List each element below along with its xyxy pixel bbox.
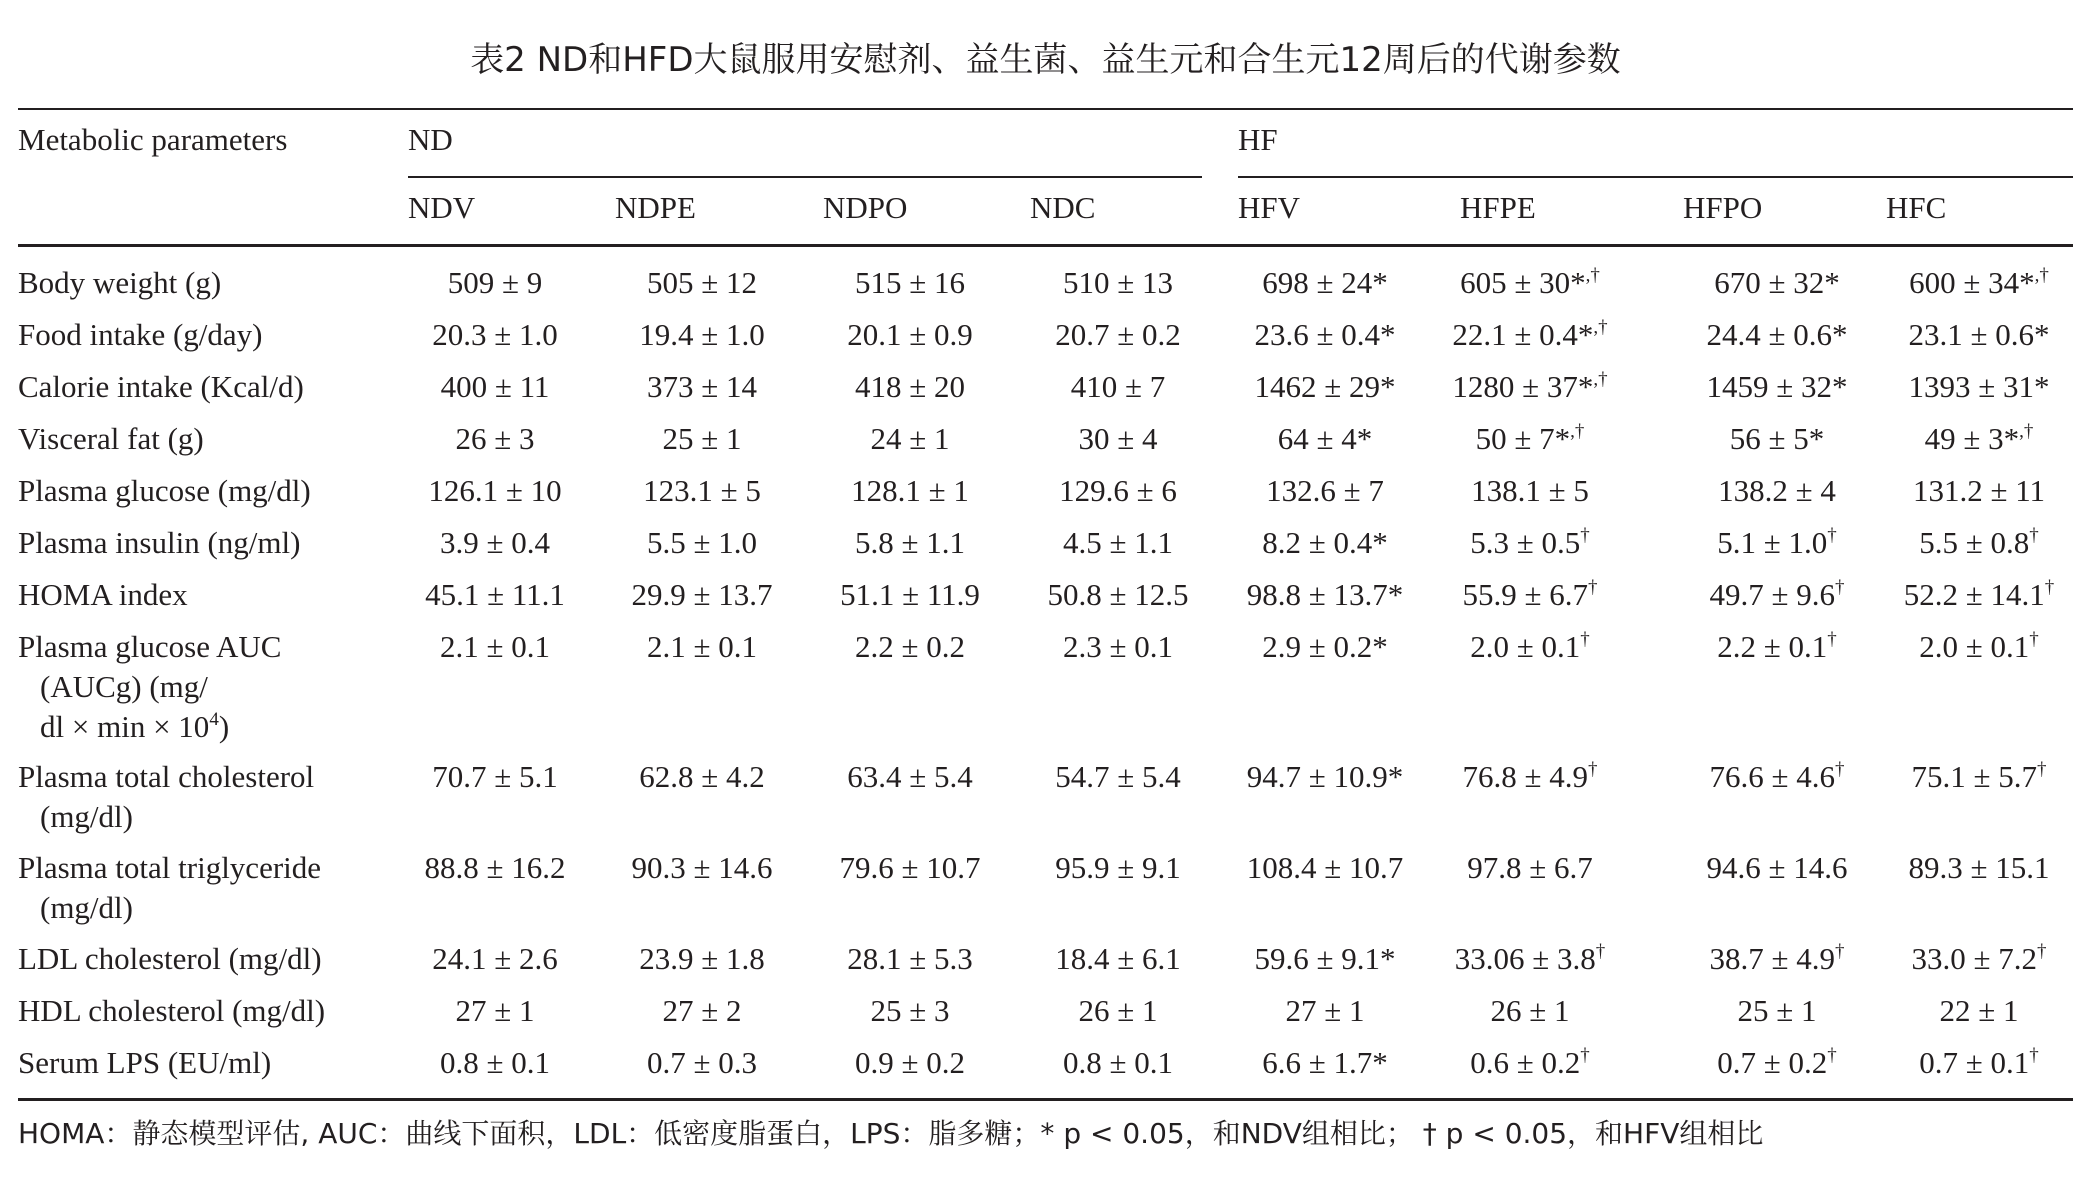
table-cell: 33.06 ± 3.8†: [1454, 941, 1606, 976]
table-cell: 698 ± 24*: [1262, 265, 1388, 300]
table-cell: 22.1 ± 0.4*,†: [1452, 317, 1608, 352]
footnote: HOMA：静态模型评估, AUC：曲线下面积，LDL：低密度脂蛋白，LPS：脂多糖；* p < 0.05，和NDV组相比； † p < 0.05，和HFV组相比: [18, 1117, 1764, 1150]
significance-marker: ,†: [2019, 421, 2034, 442]
row-label: LDL cholesterol (mg/dl): [18, 941, 322, 976]
table-cell: 410 ± 7: [1070, 369, 1166, 404]
table-cell: 5.5 ± 1.0: [646, 525, 758, 560]
table-cell: 45.1 ± 11.1: [425, 577, 565, 612]
table-cell: 59.6 ± 9.1*: [1254, 941, 1396, 976]
table-cell: 56 ± 5*: [1729, 421, 1825, 456]
row-label: Food intake (g/day): [18, 317, 263, 352]
table-cell: 418 ± 20: [854, 369, 966, 404]
hf-group-rule: [1238, 176, 2073, 178]
table-cell: 0.7 ± 0.2†: [1717, 1045, 1837, 1080]
table-cell: 19.4 ± 1.0: [639, 317, 765, 352]
table-cell: 2.2 ± 0.2: [854, 629, 966, 664]
table-cell: 29.9 ± 13.7: [631, 577, 773, 612]
table-cell: 49 ± 3*,†: [1924, 421, 2034, 456]
row-label: Calorie intake (Kcal/d): [18, 369, 304, 404]
table-cell: 20.3 ± 1.0: [432, 317, 558, 352]
table-cell: 76.8 ± 4.9†: [1462, 759, 1598, 794]
significance-marker: ,†: [1593, 317, 1608, 338]
table-cell: 24 ± 1: [870, 421, 950, 456]
table-cell: 18.4 ± 6.1: [1055, 941, 1181, 976]
table-cell: 20.7 ± 0.2: [1055, 317, 1181, 352]
significance-marker: †: [1588, 759, 1598, 780]
table-cell: 1280 ± 37*,†: [1452, 369, 1608, 404]
column-header-ndpo: NDPO: [823, 190, 908, 225]
column-header-hfc: HFC: [1886, 190, 1947, 225]
table-cell: 123.1 ± 5: [643, 473, 761, 508]
table-cell: 6.6 ± 1.7*: [1262, 1045, 1388, 1080]
column-header-hfv: HFV: [1238, 190, 1301, 225]
group-header-hf: HF: [1238, 122, 1278, 157]
significance-marker: ,†: [1570, 421, 1585, 442]
row-label: Plasma glucose (mg/dl): [18, 473, 311, 508]
significance-marker: †: [2029, 629, 2039, 650]
table-cell: 5.1 ± 1.0†: [1717, 525, 1837, 560]
table-cell: 0.7 ± 0.3: [646, 1045, 758, 1080]
table-cell: 30 ± 4: [1078, 421, 1158, 456]
table-cell: 2.3 ± 0.1: [1062, 629, 1174, 664]
param-header: Metabolic parameters: [18, 122, 288, 157]
significance-marker: ,†: [2034, 265, 2049, 286]
table-cell: 33.0 ± 7.2†: [1911, 941, 2047, 976]
table-cell: 79.6 ± 10.7: [839, 850, 981, 885]
significance-marker: †: [2044, 577, 2055, 598]
table-cell: 128.1 ± 1: [851, 473, 969, 508]
table-cell: 373 ± 14: [646, 369, 758, 404]
column-header-hfpo: HFPO: [1683, 190, 1763, 225]
table-cell: 515 ± 16: [854, 265, 966, 300]
significance-marker: †: [1827, 525, 1837, 546]
table-cell: 51.1 ± 11.9: [840, 577, 980, 612]
row-label: Plasma insulin (ng/ml): [18, 525, 301, 560]
table-cell: 138.2 ± 4: [1718, 473, 1836, 508]
row-label: Plasma glucose AUC (AUCg) (mg/ dl × $\min \times 10^4$): [18, 629, 282, 744]
table-cell: 670 ± 32*: [1714, 265, 1840, 300]
table-cell: 24.1 ± 2.6: [432, 941, 558, 976]
significance-marker: †: [2029, 1045, 2039, 1066]
table-cell: 3.9 ± 0.4: [439, 525, 551, 560]
table-cell: 94.6 ± 14.6: [1706, 850, 1848, 885]
significance-marker: †: [2037, 941, 2047, 962]
table-cell: 25 ± 1: [1737, 993, 1817, 1028]
table-cell: 20.1 ± 0.9: [847, 317, 973, 352]
column-header-hfpe: HFPE: [1460, 190, 1536, 225]
table-cell: 0.6 ± 0.2†: [1470, 1045, 1590, 1080]
table-cell: 24.4 ± 0.6*: [1706, 317, 1848, 352]
table-cell: 1462 ± 29*: [1254, 369, 1396, 404]
table-cell: 94.7 ± 10.9*: [1246, 759, 1404, 794]
table-cell: 54.7 ± 5.4: [1055, 759, 1181, 794]
table-cell: 23.6 ± 0.4*: [1254, 317, 1396, 352]
table-cell: 400 ± 11: [440, 369, 550, 404]
significance-marker: †: [1580, 629, 1590, 650]
table-cell: 108.4 ± 10.7: [1246, 850, 1404, 885]
table-cell: 132.6 ± 7: [1266, 473, 1384, 508]
table-cell: 605 ± 30*,†: [1460, 265, 1600, 300]
row-label: Body weight (g): [18, 265, 222, 300]
row-label: Plasma total triglyceride (mg/dl): [18, 850, 322, 925]
table-cell: 1459 ± 32*: [1706, 369, 1848, 404]
table-cell: 23.9 ± 1.8: [639, 941, 765, 976]
table-cell: 89.3 ± 15.1: [1908, 850, 2050, 885]
table-cell: 126.1 ± 10: [428, 473, 562, 508]
group-header-nd: ND: [408, 122, 453, 157]
table-cell: 28.1 ± 5.3: [847, 941, 973, 976]
table-cell: 27 ± 1: [1285, 993, 1365, 1028]
significance-marker: †: [1835, 941, 1845, 962]
table-cell: 55.9 ± 6.7†: [1462, 577, 1598, 612]
row-label: HDL cholesterol (mg/dl): [18, 993, 326, 1028]
table-cell: 2.1 ± 0.1: [646, 629, 758, 664]
table-cell: 98.8 ± 13.7*: [1246, 577, 1404, 612]
significance-marker: †: [1580, 525, 1590, 546]
table-cell: 8.2 ± 0.4*: [1262, 525, 1388, 560]
table-cell: 138.1 ± 5: [1471, 473, 1589, 508]
significance-marker: †: [2029, 525, 2039, 546]
significance-marker: †: [1580, 1045, 1590, 1066]
table-cell: 27 ± 2: [662, 993, 742, 1028]
table-cell: 505 ± 12: [646, 265, 758, 300]
table-cell: 63.4 ± 5.4: [847, 759, 973, 794]
table-cell: 88.8 ± 16.2: [424, 850, 566, 885]
table-cell: 64 ± 4*: [1277, 421, 1373, 456]
significance-marker: †: [1595, 941, 1606, 962]
table-cell: 0.8 ± 0.1: [1062, 1045, 1174, 1080]
table-cell: 2.2 ± 0.1†: [1717, 629, 1837, 664]
nd-group-rule: [408, 176, 1202, 178]
table-cell: 23.1 ± 0.6*: [1908, 317, 2050, 352]
table-cell: 49.7 ± 9.6†: [1709, 577, 1845, 612]
table-cell: 25 ± 1: [662, 421, 742, 456]
table-cell: 90.3 ± 14.6: [631, 850, 773, 885]
table-cell: 2.9 ± 0.2*: [1262, 629, 1388, 664]
table-cell: 5.3 ± 0.5†: [1470, 525, 1590, 560]
table-cell: 0.7 ± 0.1†: [1919, 1045, 2039, 1080]
top-rule: [18, 108, 2073, 110]
table-cell: 5.5 ± 0.8†: [1919, 525, 2039, 560]
significance-marker: ,†: [1593, 369, 1608, 390]
table-cell: 52.2 ± 14.1†: [1903, 577, 2055, 612]
bottom-rule: [18, 1098, 2073, 1101]
table-cell: 510 ± 13: [1062, 265, 1174, 300]
significance-marker: †: [1835, 577, 1845, 598]
table-cell: 26 ± 1: [1490, 993, 1570, 1028]
table-cell: 50.8 ± 12.5: [1047, 577, 1189, 612]
column-header-ndc: NDC: [1030, 190, 1096, 225]
table-cell: 2.1 ± 0.1: [439, 629, 551, 664]
table-cell: 22 ± 1: [1939, 993, 2019, 1028]
row-label: Serum LPS (EU/ml): [18, 1045, 272, 1080]
significance-marker: †: [1588, 577, 1598, 598]
table-cell: 131.2 ± 11: [1912, 473, 2046, 508]
table-cell: 25 ± 3: [870, 993, 950, 1028]
significance-marker: †: [1827, 629, 1837, 650]
table-cell: 75.1 ± 5.7†: [1911, 759, 2047, 794]
table-cell: 26 ± 1: [1078, 993, 1158, 1028]
table-cell: 0.9 ± 0.2: [854, 1045, 966, 1080]
significance-marker: †: [2037, 759, 2047, 780]
table-cell: 2.0 ± 0.1†: [1919, 629, 2039, 664]
table-cell: 50 ± 7*,†: [1475, 421, 1585, 456]
row-label: Plasma total cholesterol (mg/dl): [18, 759, 315, 834]
table-cell: 38.7 ± 4.9†: [1709, 941, 1845, 976]
significance-marker: †: [1827, 1045, 1837, 1066]
row-label: Visceral fat (g): [18, 421, 204, 456]
table-cell: 95.9 ± 9.1: [1055, 850, 1181, 885]
column-header-ndpe: NDPE: [615, 190, 696, 225]
column-header-ndv: NDV: [408, 190, 476, 225]
table-cell: 26 ± 3: [455, 421, 535, 456]
table-cell: 76.6 ± 4.6†: [1709, 759, 1845, 794]
header-bottom-rule: [18, 244, 2073, 247]
table-cell: 509 ± 9: [447, 265, 543, 300]
table-cell: 62.8 ± 4.2: [639, 759, 765, 794]
table-cell: 1393 ± 31*: [1908, 369, 2050, 404]
table-cell: 129.6 ± 6: [1059, 473, 1177, 508]
table-title: 表2 ND和HFD大鼠服用安慰剂、益生菌、益生元和合生元12周后的代谢参数: [470, 40, 1621, 80]
table-cell: 27 ± 1: [455, 993, 535, 1028]
significance-marker: †: [1835, 759, 1845, 780]
table-cell: 2.0 ± 0.1†: [1470, 629, 1590, 664]
significance-marker: ,†: [1585, 265, 1600, 286]
table-cell: 0.8 ± 0.1: [439, 1045, 551, 1080]
table-cell: 5.8 ± 1.1: [854, 525, 966, 560]
table-cell: 70.7 ± 5.1: [432, 759, 558, 794]
table-cell: 4.5 ± 1.1: [1062, 525, 1174, 560]
table-cell: 600 ± 34*,†: [1909, 265, 2049, 300]
row-label: HOMA index: [18, 577, 188, 612]
table-cell: 97.8 ± 6.7: [1467, 850, 1593, 885]
